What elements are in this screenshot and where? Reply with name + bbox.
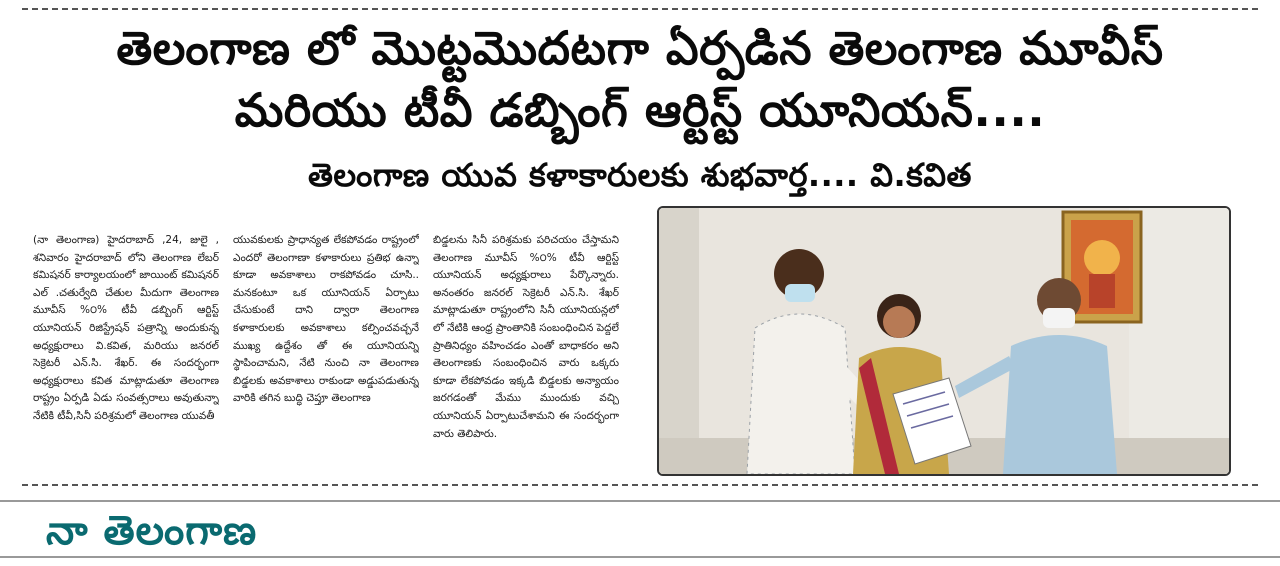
brand-logo-text: నా తెలంగాణ [46, 508, 258, 554]
bottom-dashed-rule [22, 484, 1258, 486]
news-photo-illustration [659, 208, 1229, 474]
news-photo [657, 206, 1231, 476]
article-column-2: యువకులకు ప్రాధాన్యత లేకపోవడం రాష్ట్రంలో ఎందరో తెలంగాణా కళాకారులు ప్రతిభ ఉన్నా కూడా అవకాశాలు రాకపోవడం చూసి.. మనకంటూ ఒక యూనియన్ ఏర్పాటు చేసుకుంటే దాని ద్వారా తెలంగాణ కళాకారులకు అవకాశాలు కల్పించవచ్చనే ముఖ్య ఉద్దేశం తో ఈ యూనియన్ని స్థాపించామని, నేటి నుంచి నా తెలంగాణ బిడ్డలకు అవకాశాలు రాకుండా అడ్డుపడుతున్న వారికి తగిన బుద్ధి చెప్తూ తెలంగాణ [233, 234, 419, 405]
headline-line-2: మరియు టీవీ డబ్బింగ్ ఆర్టిస్ట్ యూనియన్.... [234, 83, 1046, 137]
top-dashed-rule [22, 8, 1258, 10]
article-column-1: (నా తెలంగాణ) హైదరాబాద్ ,24, జులై , శనివారం హైదరాబాద్ లోని తెలంగాణ లేబర్ కమిషనర్ కార్యాలయంలో జాయింట్ కమిషనర్ ఎల్ .చతుర్వేది చేతుల మీదుగా తెలంగాణ మూవీస్ %౦% టీవీ డబ్బింగ్ ఆర్టిస్ట్ యూనియన్ రిజిస్ట్రేషన్ పత్రాన్ని అందుకున్న అధ్యక్షురాలు వి.కవిత, మరియు జనరల్ సెక్రెటరీ ఎన్.సి. శేఖర్. ఈ సందర్భంగా అధ్యక్షురాలు కవిత మాట్లాడుతూ తెలంగాణ రాష్ట్రం ఏర్పడి ఏడు సంవత్సరాలు అవుతున్నా నేటికి టీవీ,సినీ పరిశ్రమలో తెలంగాణ యువతీ [33, 234, 219, 422]
article-column-3: బిడ్డలను సినీ పరిశ్రమకు పరిచయం చేస్తామని తెలంగాణ మూవీస్ %౦% టీవీ ఆర్టిస్ట్ యూనియన్ అధ్యక్షురాలు పేర్కొన్నారు. అనంతరం జనరల్ సెక్రెటరీ ఎన్.సి. శేఖర్ మాట్లాడుతూ రాష్ట్రంలోని సినీ యూనియన్లలో లో నేటికి ఆంధ్ర ప్రాంతానికి సంబంధించిన పెద్దలే ప్రాతినిధ్యం వహించడం ఎంతో బాధాకరం అని తెలంగాణకు సంబంధించిన వారు ఒక్కరు కూడా లేకపోవడం ఇక్కడి బిడ్డలకు అన్యాయం జరగడంతో మేము ముందుకు వచ్చి యూనియన్ ఏర్పాటుచేశామని ఈ సందర్భంగా వారు తెలిపారు. [433, 234, 619, 440]
subheadline: తెలంగాణ యువ కళాకారులకు శుభవార్త.... వి.కవిత [308, 156, 972, 194]
headline-line-1: తెలంగాణ లో మొట్టమొదటగా ఏర్పడిన తెలంగాణ మూవీస్ [116, 21, 1164, 75]
